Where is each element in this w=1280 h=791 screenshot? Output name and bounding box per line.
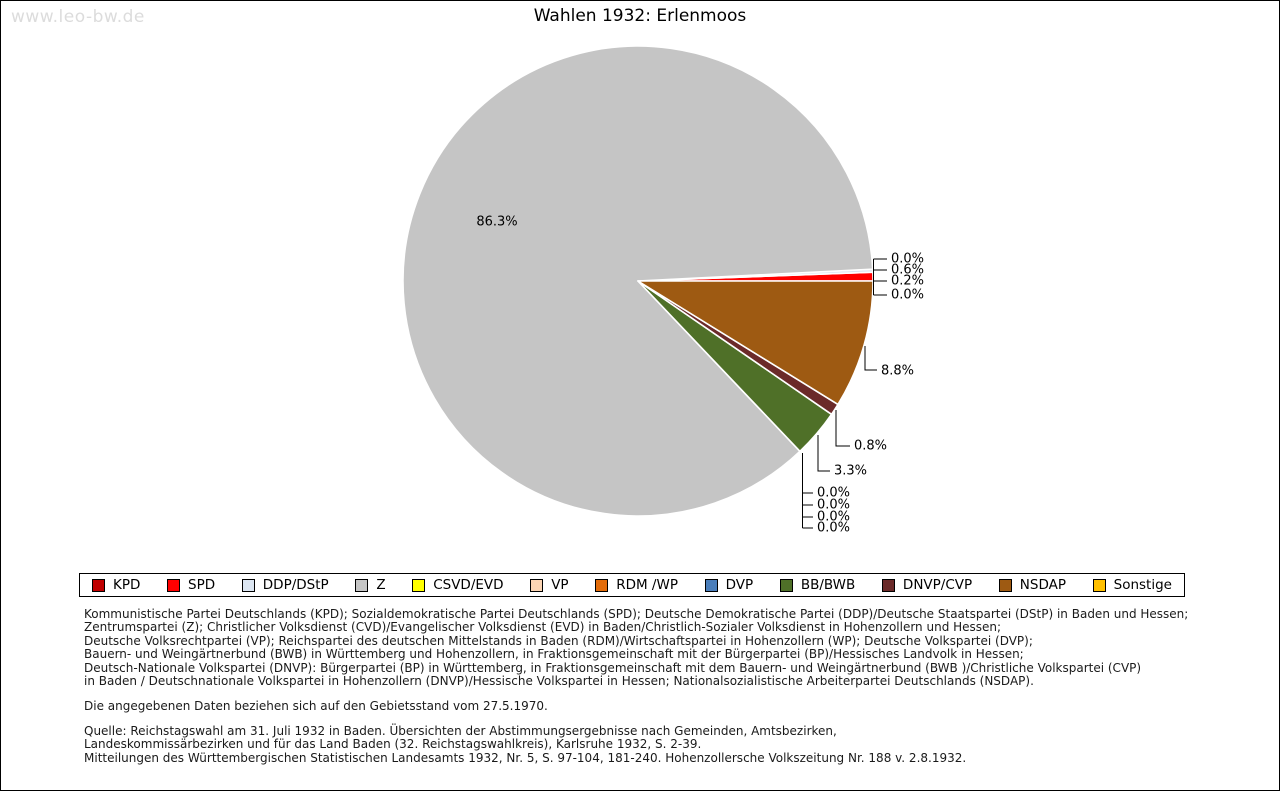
pct-label-kpd: 0.0% <box>891 251 925 267</box>
legend-swatch-kpd <box>92 579 105 592</box>
legend-item-sonstige <box>1093 577 1172 593</box>
legend-label-rdm-wp: RDM /WP <box>616 577 678 593</box>
legend-swatch-ddp-dstp <box>242 579 255 592</box>
legend-item-rdm-wp <box>595 577 678 593</box>
pct-label-nsdap: 8.8% <box>881 363 915 379</box>
party-description-line: Bauern- und Weingärtnerbund (BWB) in Württemberg und Hohenzollern, in Fraktionsgemeinschaft mit der Bürgerpartei (BP)/Hessisches Landvolk in Hessen; <box>84 647 1024 662</box>
legend-swatch-dvp <box>705 579 718 592</box>
pct-label-rdm-wp: 0.0% <box>817 509 851 525</box>
legend-item-z <box>355 577 385 593</box>
pct-label-csvd-evd: 0.0% <box>817 485 851 501</box>
legend-item-csvd-evd <box>412 577 503 593</box>
legend-label-vp: VP <box>551 577 569 593</box>
legend-item-spd <box>167 577 215 593</box>
source-line: Mitteilungen des Württembergischen Statistischen Landesamts 1932, Nr. 5, S. 97-104, 181-240. Hohenzollersche Volkszeitung Nr. 188 v. 2.8.1932. <box>84 750 967 765</box>
legend-item-dvp <box>705 577 754 593</box>
legend <box>79 573 1185 597</box>
legend-swatch-sonstige <box>1093 579 1106 592</box>
legend-label-sonstige: Sonstige <box>1113 577 1172 593</box>
pct-label-dnvp-cvp: 0.8% <box>854 438 888 454</box>
pct-label-bb-bwb: 3.3% <box>834 463 868 479</box>
legend-item-vp <box>530 577 568 593</box>
legend-swatch-csvd-evd <box>412 579 425 592</box>
pct-label-vp: 0.0% <box>817 497 851 513</box>
party-description-line: Kommunistische Partei Deutschlands (KPD); Sozialdemokratische Partei Deutschlands (SPD); Deutsche Demokratische Partei (DDP)/Deutsche Staatspartei (DStP) in Baden und Hessen; <box>84 607 1189 621</box>
territory-note: Die angegebenen Daten beziehen sich auf den Gebietsstand vom 27.5.1970. <box>84 699 548 713</box>
legend-label-nsdap: NSDAP <box>1019 577 1066 593</box>
leader-dnvp-cvp <box>836 410 850 446</box>
legend-item-dnvp-cvp <box>882 577 972 593</box>
legend-item-ddp-dstp <box>242 577 329 593</box>
pct-label-ddp-dstp: 0.2% <box>891 273 925 289</box>
legend-swatch-z <box>355 579 368 592</box>
legend-swatch-rdm-wp <box>595 579 608 592</box>
party-description <box>84 608 1259 688</box>
leader-bottom-bracket <box>803 453 814 528</box>
pct-label-spd: 0.6% <box>891 262 925 278</box>
legend-label-csvd-evd: CSVD/EVD <box>433 577 504 593</box>
leader-bb-bwb <box>818 435 830 471</box>
pct-label-dvp: 0.0% <box>817 520 851 536</box>
legend-label-bb-bwb: BB/BWB <box>800 577 856 593</box>
page-title: Wahlen 1932: Erlenmoos <box>533 6 747 26</box>
legend-item-kpd <box>92 577 140 593</box>
party-description-line: Zentrumspartei (Z); Christlicher Volksdienst (CVD)/Evangelischer Volksdienst (EVD) in Baden/Christlich-Sozialer Volksdienst in Hohenzollern und Hessen; <box>84 620 1002 635</box>
pct-label-sonstige: 0.0% <box>891 287 925 303</box>
legend-label-z: Z <box>376 577 386 593</box>
legend-label-kpd: KPD <box>113 577 141 593</box>
source-citation <box>84 725 1259 765</box>
pie-chart-svg <box>1 1 1280 561</box>
pie-slices <box>403 46 873 516</box>
source-line: Landeskommissärbezirken und für das Land Baden (32. Reichstagswahlkreis), Karlsruhe 1932, S. 2-39. <box>84 737 702 752</box>
legend-label-dnvp-cvp: DNVP/CVP <box>902 577 973 593</box>
legend-label-ddp-dstp: DDP/DStP <box>262 577 329 593</box>
party-description-line: in Baden / Deutschnationale Volkspartei in Hohenzollern (DNVP)/Hessische Volkspartei in Hessen; Nationalsozialistische Arbeiterpartei Deutschlands (NSDAP). <box>84 674 1034 689</box>
legend-item-nsdap <box>999 577 1066 593</box>
legend-swatch-spd <box>167 579 180 592</box>
legend-swatch-dnvp-cvp <box>882 579 895 592</box>
legend-swatch-bb-bwb <box>780 579 793 592</box>
legend-swatch-nsdap <box>999 579 1012 592</box>
pct-label-z: 86.3% <box>476 214 518 230</box>
legend-label-dvp: DVP <box>725 577 754 593</box>
party-description-line: Deutsche Volksrechtpartei (VP); Reichspartei des deutschen Mittelstands in Baden (RDM)/Wirtschaftspartei in Hohenzollern (WP); Deutsche Volkspartei (DVP); <box>84 633 1033 648</box>
party-description-line: Deutsch-Nationale Volkspartei (DNVP): Bürgerpartei (BP) in Württemberg, in Fraktionsgemeinschaft mit dem Bauern- und Weingärtnerbund (BWB )/Christliche Volkspartei (CVP) <box>84 660 1142 675</box>
legend-item-bb-bwb <box>780 577 855 593</box>
leader-top-bracket <box>874 259 888 295</box>
leader-nsdap <box>865 346 877 370</box>
legend-label-spd: SPD <box>188 577 216 593</box>
watermark: www.leo-bw.de <box>11 7 145 27</box>
source-line: Quelle: Reichstagswahl am 31. Juli 1932 in Baden. Übersichten der Abstimmungsergebnisse nach Gemeinden, Amtsbezirken, <box>84 724 837 738</box>
legend-swatch-vp <box>530 579 543 592</box>
